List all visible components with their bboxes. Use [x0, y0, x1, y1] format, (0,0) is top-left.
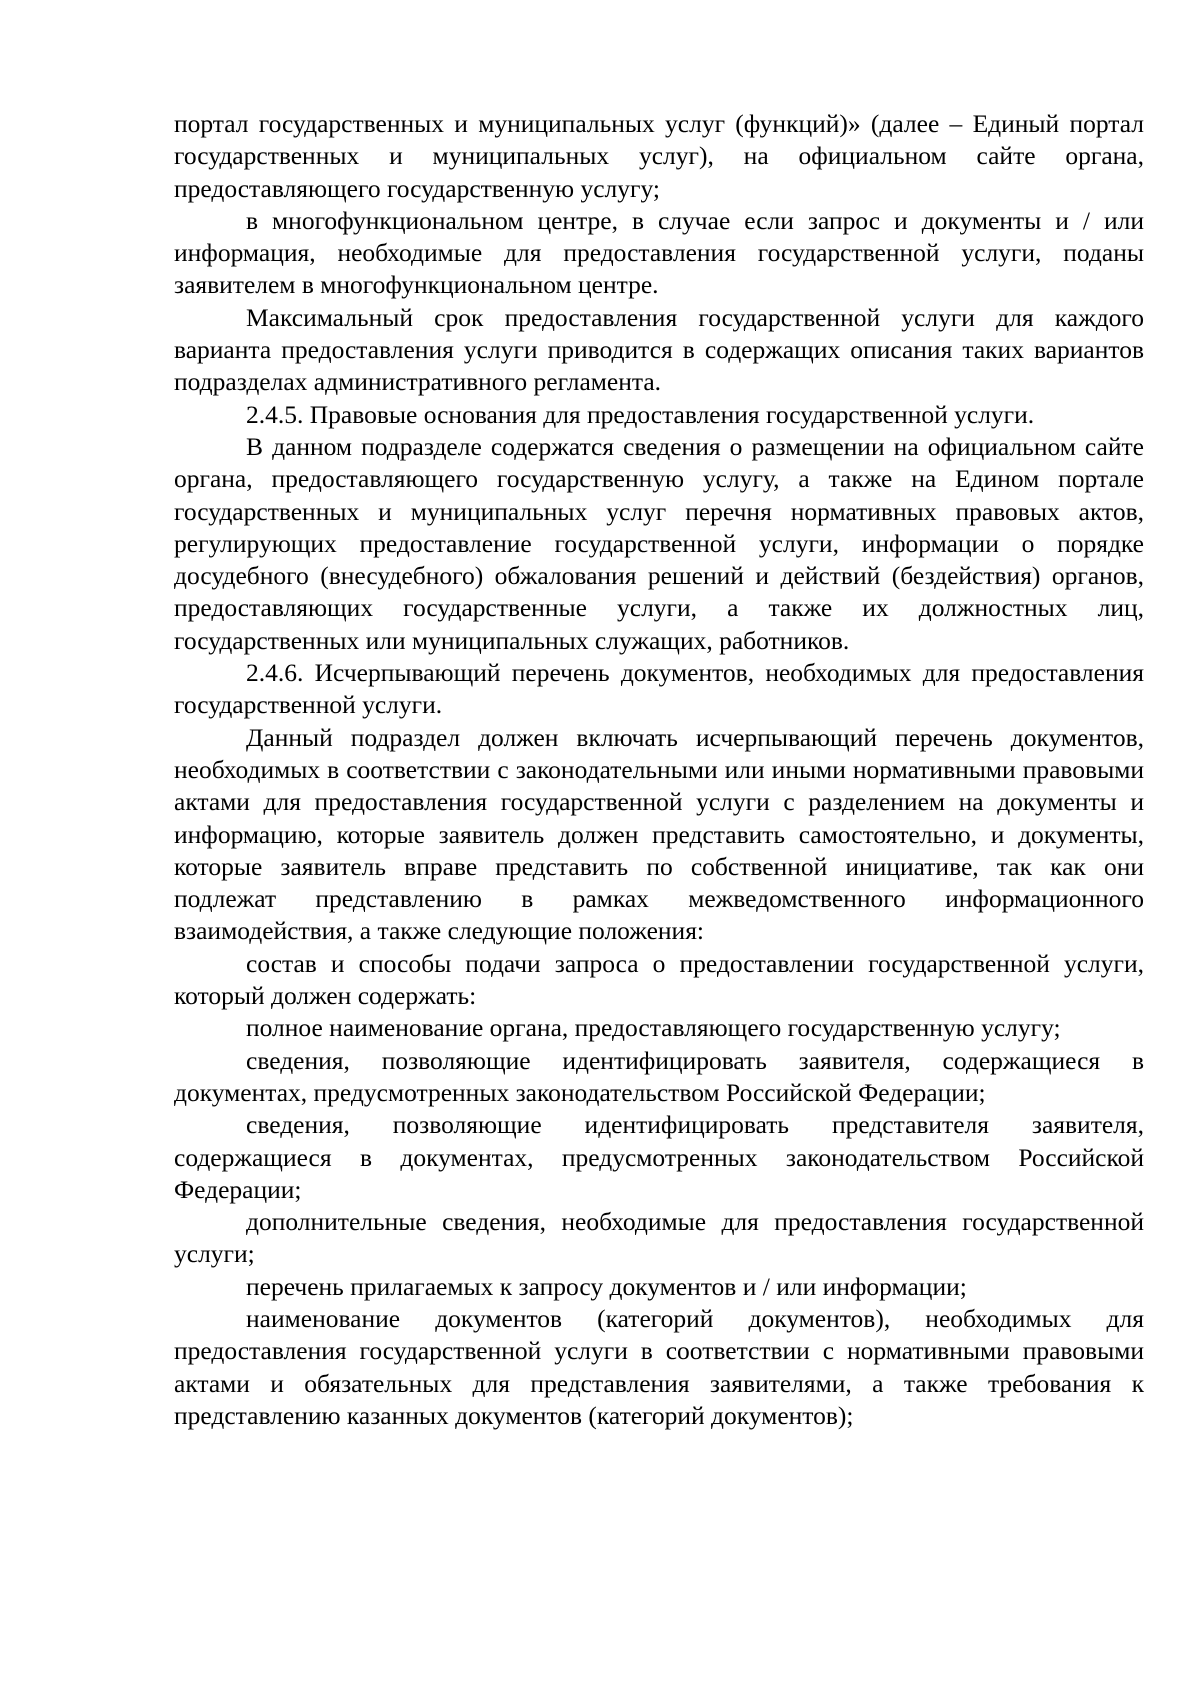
list-item-additional-info: дополнительные сведения, необходимые для предоставления государственной услуги;: [174, 1207, 1144, 1269]
list-item-attached-documents: перечень прилагаемых к запросу документов и / или информации;: [246, 1271, 967, 1301]
paragraph-max-term: Максимальный срок предоставления государственной услуги для каждого варианта предоставления услуги приводится в содержащих описания таких вариантов подразделах административного регламента.: [174, 302, 1144, 397]
list-item-document-names: наименование документов (категорий документов), необходимых для предоставления государственной услуги в соответствии с нормативными правовыми актами и обязательных для представления заявителями, а также требования к представлению казанных документов (категорий документов);: [174, 1303, 1144, 1430]
list-item-applicant-info: сведения, позволяющие идентифицировать заявителя, содержащиеся в документах, предусмотренных законодательством Российской Федерации;: [174, 1045, 1144, 1107]
list-item-authority-name: полное наименование органа, предоставляющего государственную услугу;: [246, 1013, 1061, 1043]
document-page: [174, 108, 1144, 1432]
paragraph-mfc: в многофункциональном центре, в случае если запрос и документы и / или информация, необходимые для предоставления государственной услуги, поданы заявителем в многофункциональном центре.: [174, 205, 1144, 300]
section-heading-2-4-6: 2.4.6. Исчерпывающий перечень документов, необходимых для предоставления государственной услуги.: [174, 658, 1144, 720]
paragraph-request-composition: состав и способы подачи запроса о предоставлении государственной услуги, который должен содержать:: [174, 948, 1144, 1011]
paragraph-legal-basis: В данном подразделе содержатся сведения о размещении на официальном сайте органа, предоставляющего государственную услугу, а также на Едином портале государственных и муниципальных услуг перечня нормативных правовых актов, регулирующих предоставление государственной услуги, информации о порядке досудебного (внесудебного) обжалования решений и действий (бездействия) органов, предоставляющих государственные услуги, а также их должностных лиц, государственных или муниципальных служащих, работников.: [174, 431, 1144, 655]
paragraph-portal-definition: портал государственных и муниципальных услуг (функций)» (далее – Единый портал государственных и муниципальных услуг), на официальном сайте органа, предоставляющего государственную услугу;: [174, 109, 1144, 203]
list-item-representative-info: сведения, позволяющие идентифицировать представителя заявителя, содержащиеся в документах, предусмотренных законодательством Российской Федерации;: [174, 1110, 1144, 1204]
section-heading-2-4-5: 2.4.5. Правовые основания для предоставления государственной услуги.: [246, 399, 1035, 429]
paragraph-documents-list: Данный подраздел должен включать исчерпывающий перечень документов, необходимых в соответствии с законодательными или иными нормативными правовыми актами для предоставления государственной услуги с разделением на документы и информацию, которые заявитель должен представить самостоятельно, и документы, которые заявитель вправе представить по собственной инициативе, так как они подлежат представлению в рамках межведомственного информационного взаимодействия, а также следующие положения:: [174, 722, 1144, 946]
